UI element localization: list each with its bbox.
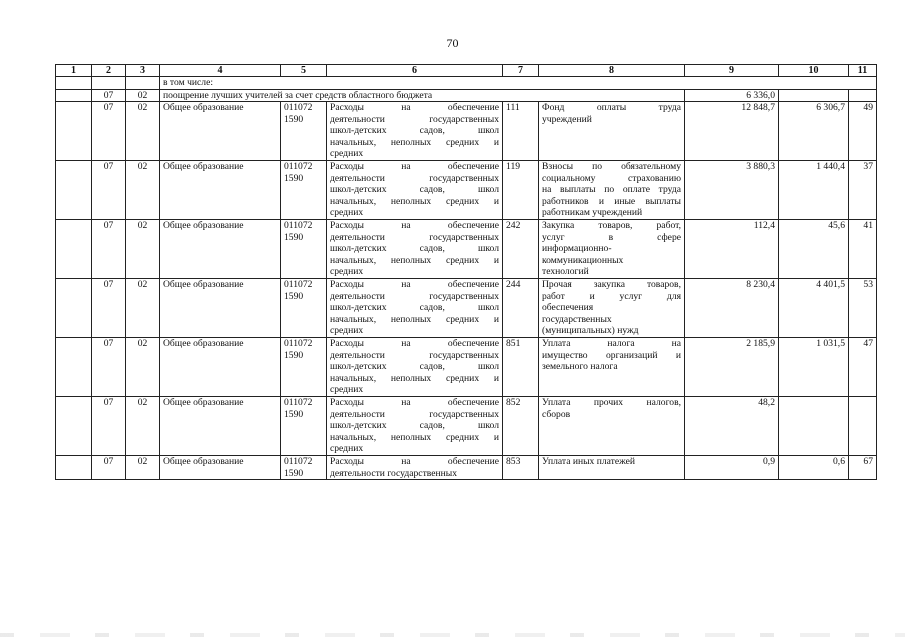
text-line: начальных, неполных средних и — [330, 254, 499, 266]
text-line: обеспечения — [542, 302, 594, 313]
column-header: 1 — [56, 65, 92, 77]
amount-col9: 2 185,9 — [685, 338, 779, 397]
section-code: 07 — [92, 279, 126, 338]
article-code-part2: 1590 — [284, 408, 304, 420]
subheading-text: в том числе: — [160, 77, 877, 90]
expense-type-name — [539, 456, 685, 480]
expense-description — [327, 161, 503, 220]
text-line: услуг в сфере — [542, 231, 681, 243]
amount-col10: 6 306,7 — [779, 102, 849, 161]
section-name: Общее образование — [160, 102, 281, 161]
expense-description — [327, 220, 503, 279]
table-row — [56, 338, 877, 397]
target-article-code — [281, 397, 327, 456]
text-line: школ-детских садов, школ — [330, 184, 499, 195]
text-line: школ-детских садов, школ — [330, 420, 499, 431]
article-code-part1: 011072 — [284, 102, 313, 113]
text-line: государственных — [542, 313, 612, 325]
text-line: деятельности государственных — [330, 290, 499, 302]
article-code-part2: 1590 — [284, 113, 304, 125]
text-line: средних — [330, 384, 364, 395]
subsection-code: 02 — [126, 397, 160, 456]
row-number-cell — [56, 456, 92, 480]
table-row — [56, 161, 877, 220]
amount-col9: 6 336,0 — [685, 89, 779, 102]
article-code-part2: 1590 — [284, 467, 304, 479]
text-line: сборов — [542, 408, 571, 420]
table-row — [56, 456, 877, 480]
section-code: 07 — [92, 89, 126, 102]
target-article-code — [281, 102, 327, 161]
percent-col11: 67 — [849, 456, 877, 480]
text-line: земельного налога — [542, 361, 618, 372]
text-line: деятельности государственных — [330, 408, 499, 420]
encouragement-text: поощрение лучших учителей за счет средств областного бюджета — [160, 89, 685, 102]
article-code-part1: 011072 — [284, 338, 313, 349]
percent-col11: 53 — [849, 279, 877, 338]
target-article-code — [281, 338, 327, 397]
text-line: средних — [330, 207, 364, 218]
row-number-cell — [56, 397, 92, 456]
text-line: Закупка товаров, работ, — [542, 220, 681, 231]
article-code-part2: 1590 — [284, 290, 304, 302]
text-line: деятельности государственных — [330, 231, 499, 243]
text-line: Расходы на обеспечение — [330, 279, 499, 290]
amount-col10: 1 031,5 — [779, 338, 849, 397]
text-line: Уплата прочих налогов, — [542, 397, 681, 408]
amount-col9: 3 880,3 — [685, 161, 779, 220]
column-header: 7 — [503, 65, 539, 77]
subheading-row — [56, 77, 877, 90]
text-line: Расходы на обеспечение — [330, 456, 499, 467]
row-number-cell — [56, 338, 92, 397]
expense-type-code: 119 — [503, 161, 539, 220]
subsection-code: 02 — [126, 102, 160, 161]
amount-col10 — [779, 397, 849, 456]
target-article-code — [281, 279, 327, 338]
text-line: учреждений — [542, 113, 592, 125]
amount-col9: 0,9 — [685, 456, 779, 480]
section-code: 07 — [92, 397, 126, 456]
subsection-code: 02 — [126, 456, 160, 480]
table-row — [56, 102, 877, 161]
article-code-part2: 1590 — [284, 172, 304, 184]
text-line: средних — [330, 325, 364, 336]
expense-type-code: 111 — [503, 102, 539, 161]
percent-col11 — [849, 397, 877, 456]
text-line: школ-детских садов, школ — [330, 243, 499, 254]
section-code: 07 — [92, 338, 126, 397]
percent-col11: 37 — [849, 161, 877, 220]
expense-description — [327, 338, 503, 397]
article-code-part2: 1590 — [284, 349, 304, 361]
expense-type-name — [539, 102, 685, 161]
expense-type-name — [539, 220, 685, 279]
text-line: Взносы по обязательному — [542, 161, 681, 172]
expense-type-code: 851 — [503, 338, 539, 397]
row-number-cell — [56, 220, 92, 279]
text-line: социальному страхованию — [542, 172, 681, 184]
section-name: Общее образование — [160, 279, 281, 338]
column-header: 10 — [779, 65, 849, 77]
header-row — [56, 65, 877, 77]
text-line: Прочая закупка товаров, — [542, 279, 681, 290]
section-name: Общее образование — [160, 161, 281, 220]
subsection-code: 02 — [126, 220, 160, 279]
text-line: начальных, неполных средних и — [330, 431, 499, 443]
expense-description — [327, 102, 503, 161]
text-line: Фонд оплаты труда — [542, 102, 681, 113]
subsection-code: 02 — [126, 89, 160, 102]
text-line: на выплаты по оплате труда — [542, 184, 681, 195]
article-code-part1: 011072 — [284, 220, 313, 231]
text-line: деятельности государственных — [330, 349, 499, 361]
expense-type-code: 852 — [503, 397, 539, 456]
expense-type-code: 853 — [503, 456, 539, 480]
expense-description — [327, 456, 503, 480]
expense-type-name — [539, 397, 685, 456]
text-line: начальных, неполных средних и — [330, 313, 499, 325]
text-line: начальных, неполных средних и — [330, 136, 499, 148]
amount-col9: 48,2 — [685, 397, 779, 456]
text-line: работникам учреждений — [542, 207, 643, 218]
text-line: школ-детских садов, школ — [330, 361, 499, 372]
amount-col9: 8 230,4 — [685, 279, 779, 338]
subsection-code: 02 — [126, 338, 160, 397]
percent-col11: 49 — [849, 102, 877, 161]
column-header: 6 — [327, 65, 503, 77]
column-header: 8 — [539, 65, 685, 77]
column-header: 11 — [849, 65, 877, 77]
section-name: Общее образование — [160, 220, 281, 279]
text-line: средних — [330, 266, 364, 277]
text-line: средних — [330, 443, 364, 454]
amount-col9: 12 848,7 — [685, 102, 779, 161]
section-name: Общее образование — [160, 397, 281, 456]
target-article-code — [281, 161, 327, 220]
article-code-part2: 1590 — [284, 231, 304, 243]
text-line: работников и иные выплаты — [542, 195, 681, 207]
amount-col10: 1 440,4 — [779, 161, 849, 220]
scan-artifact — [0, 633, 905, 637]
row-number-cell — [56, 161, 92, 220]
subsection-code: 02 — [126, 279, 160, 338]
budget-table — [55, 64, 877, 480]
text-line: начальных, неполных средних и — [330, 372, 499, 384]
percent-col11: 47 — [849, 338, 877, 397]
section-name: Общее образование — [160, 456, 281, 480]
column-header: 3 — [126, 65, 160, 77]
text-line: информационно- — [542, 243, 612, 254]
text-line: Уплата иных платежей — [542, 456, 636, 467]
table-row — [56, 397, 877, 456]
text-line: технологий — [542, 266, 589, 277]
column-header: 9 — [685, 65, 779, 77]
expense-type-code: 244 — [503, 279, 539, 338]
amount-col10: 4 401,5 — [779, 279, 849, 338]
text-line: коммуникационных — [542, 254, 624, 266]
article-code-part1: 011072 — [284, 161, 313, 172]
section-code: 07 — [92, 220, 126, 279]
table-row — [56, 220, 877, 279]
section-code: 07 — [92, 102, 126, 161]
article-code-part1: 011072 — [284, 456, 313, 467]
text-line: Расходы на обеспечение — [330, 338, 499, 349]
text-line: Расходы на обеспечение — [330, 397, 499, 408]
row-number-cell — [56, 102, 92, 161]
text-line: деятельности государственных — [330, 113, 499, 125]
text-line: деятельности государственных — [330, 467, 458, 479]
expense-type-name — [539, 338, 685, 397]
text-line: деятельности государственных — [330, 172, 499, 184]
expense-type-code: 242 — [503, 220, 539, 279]
encouragement-row — [56, 89, 877, 102]
text-line: (муниципальных) нужд — [542, 325, 639, 336]
section-name: Общее образование — [160, 338, 281, 397]
text-line: работ и услуг для — [542, 290, 681, 302]
table-row — [56, 279, 877, 338]
text-line: школ-детских садов, школ — [330, 125, 499, 136]
section-code: 07 — [92, 456, 126, 480]
expense-type-name — [539, 161, 685, 220]
expense-description — [327, 279, 503, 338]
page-number: 70 — [446, 36, 459, 50]
text-line: средних — [330, 148, 364, 159]
text-line: Расходы на обеспечение — [330, 161, 499, 172]
text-line: Уплата налога на — [542, 338, 681, 349]
column-header: 4 — [160, 65, 281, 77]
text-line: имущество организаций и — [542, 349, 681, 361]
target-article-code — [281, 220, 327, 279]
amount-col10: 0,6 — [779, 456, 849, 480]
text-line: Расходы на обеспечение — [330, 220, 499, 231]
text-line: начальных, неполных средних и — [330, 195, 499, 207]
column-header: 5 — [281, 65, 327, 77]
subsection-code: 02 — [126, 161, 160, 220]
text-line: Расходы на обеспечение — [330, 102, 499, 113]
amount-col9: 112,4 — [685, 220, 779, 279]
article-code-part1: 011072 — [284, 397, 313, 408]
article-code-part1: 011072 — [284, 279, 313, 290]
column-header: 2 — [92, 65, 126, 77]
row-number-cell — [56, 279, 92, 338]
section-code: 07 — [92, 161, 126, 220]
expense-description — [327, 397, 503, 456]
expense-type-name — [539, 279, 685, 338]
percent-col11: 41 — [849, 220, 877, 279]
target-article-code — [281, 456, 327, 480]
text-line: школ-детских садов, школ — [330, 302, 499, 313]
amount-col10: 45,6 — [779, 220, 849, 279]
